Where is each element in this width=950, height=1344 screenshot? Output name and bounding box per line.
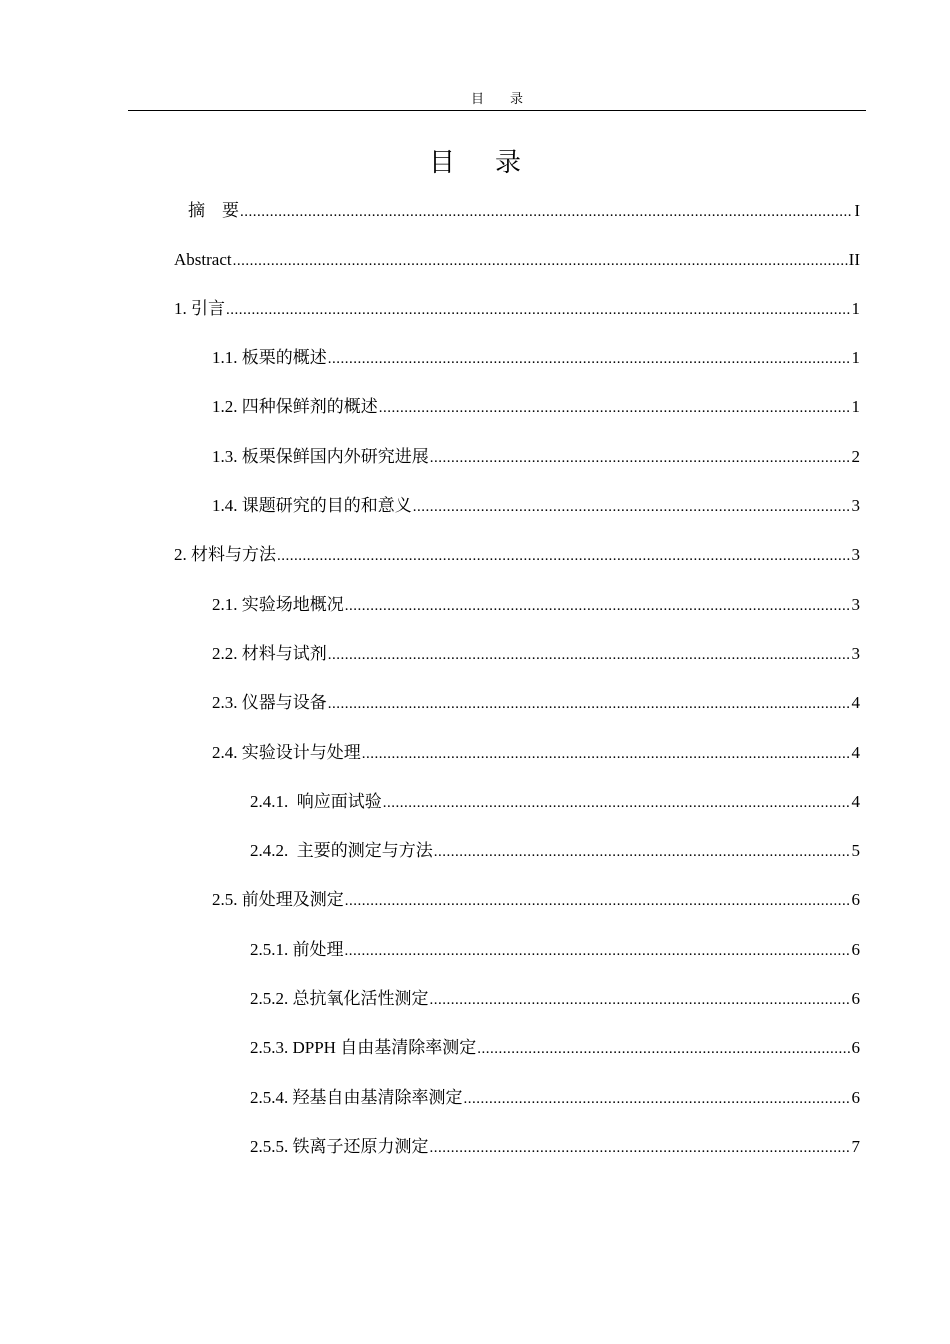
toc-entry-page: 4 [851, 792, 860, 811]
toc-entry-2-4-1[interactable] [250, 791, 860, 814]
toc-entry-2-2[interactable] [212, 643, 860, 666]
toc-entry-page: 7 [851, 1137, 860, 1156]
toc-entry-1-4[interactable] [212, 495, 860, 518]
toc-entry-label: 1. 引言 [174, 299, 225, 318]
toc-entry-label: 2.5.4. 羟基自由基清除率测定 [250, 1088, 463, 1107]
toc-entry-label: 1.4. 课题研究的目的和意义 [212, 496, 412, 515]
toc-entry-label: 2.5.5. 铁离子还原力测定 [250, 1137, 429, 1156]
dot-leader [345, 940, 851, 962]
toc-entry-label: Abstract [174, 250, 232, 269]
dot-leader [434, 841, 851, 863]
toc-entry-label: 1.2. 四种保鲜剂的概述 [212, 397, 378, 416]
dot-leader [233, 250, 848, 272]
toc-entry-2-5-5[interactable] [250, 1136, 860, 1159]
toc-entry-label: 2.3. 仪器与设备 [212, 693, 327, 712]
toc-entry-page: 6 [851, 940, 860, 959]
toc-entry-2-5-2[interactable] [250, 988, 860, 1011]
toc-entry-page: 1 [851, 397, 860, 416]
toc-entry-1[interactable] [174, 298, 860, 321]
toc-entry-page: 6 [851, 1038, 860, 1057]
toc-entry-page: 3 [851, 644, 860, 663]
toc-entry-label: 1.1. 板栗的概述 [212, 348, 327, 367]
toc-entry-2-5[interactable] [212, 889, 860, 912]
toc-entry-2-4[interactable] [212, 742, 860, 765]
toc-entry-label: 2.5.3. DPPH 自由基清除率测定 [250, 1038, 477, 1057]
toc-entry-2-1[interactable] [212, 594, 860, 617]
toc-entry-2-5-1[interactable] [250, 939, 860, 962]
toc-entry-abstract-en[interactable] [174, 249, 860, 272]
toc-entry-label: 2.4.2. 主要的测定与方法 [250, 841, 433, 860]
running-header [128, 88, 866, 111]
toc-entry-page: 1 [851, 348, 860, 367]
page-title-char-2: 录 [495, 148, 522, 177]
toc-entry-page: II [848, 250, 860, 269]
toc-entry-page: 1 [851, 299, 860, 318]
dot-leader [328, 348, 851, 370]
toc-entry-page: 4 [851, 693, 860, 712]
running-header-title: 目 录 [470, 91, 523, 106]
dot-leader [477, 1038, 850, 1060]
toc-entry-page: 3 [851, 545, 860, 564]
dot-leader [240, 201, 853, 223]
dot-leader [362, 743, 851, 765]
toc-entry-page: 4 [851, 743, 860, 762]
toc-entry-2-5-4[interactable] [250, 1087, 860, 1110]
toc-entry-page: 3 [851, 496, 860, 515]
dot-leader [430, 447, 851, 469]
toc-entry-1-1[interactable] [212, 347, 860, 370]
dot-leader [345, 890, 851, 912]
toc-entry-2-3[interactable] [212, 692, 860, 715]
dot-leader [328, 693, 851, 715]
toc-entry-label: 2.2. 材料与试剂 [212, 644, 327, 663]
dot-leader [277, 545, 851, 567]
toc-entry-abstract-cn[interactable] [188, 200, 860, 223]
toc-entry-page: 6 [851, 1088, 860, 1107]
toc-entry-2[interactable] [174, 544, 860, 567]
toc-entry-1-2[interactable] [212, 396, 860, 419]
dot-leader [226, 299, 851, 321]
toc-entry-label: 2.5. 前处理及测定 [212, 890, 344, 909]
toc-entry-page: 6 [851, 989, 860, 1008]
toc-entry-2-4-2[interactable] [250, 840, 860, 863]
dot-leader [464, 1088, 851, 1110]
toc-entry-1-3[interactable] [212, 446, 860, 469]
toc-entry-page: 3 [851, 595, 860, 614]
toc-entry-label: 2.4. 实验设计与处理 [212, 743, 361, 762]
page-title-char-1: 目 [428, 148, 455, 177]
dot-leader [383, 792, 851, 814]
toc-entry-label: 2. 材料与方法 [174, 545, 276, 564]
toc-entry-page: I [854, 201, 860, 220]
toc-entry-label: 2.1. 实验场地概况 [212, 595, 344, 614]
dot-leader [379, 397, 851, 419]
dot-leader [328, 644, 851, 666]
toc-entry-label: 2.5.2. 总抗氧化活性测定 [250, 989, 429, 1008]
dot-leader [430, 1137, 851, 1159]
dot-leader [345, 595, 851, 617]
toc-entry-2-5-3[interactable] [250, 1037, 860, 1060]
dot-leader [430, 989, 851, 1011]
toc-entry-page: 2 [851, 447, 860, 466]
toc-entry-page: 6 [851, 890, 860, 909]
toc-entry-page: 5 [851, 841, 860, 860]
toc-entry-label: 2.5.1. 前处理 [250, 940, 344, 959]
dot-leader [413, 496, 851, 518]
toc-entry-label: 摘 要 [188, 201, 239, 220]
toc-entry-label: 1.3. 板栗保鲜国内外研究进展 [212, 447, 429, 466]
page-title [0, 143, 950, 183]
toc-entry-label: 2.4.1. 响应面试验 [250, 792, 382, 811]
